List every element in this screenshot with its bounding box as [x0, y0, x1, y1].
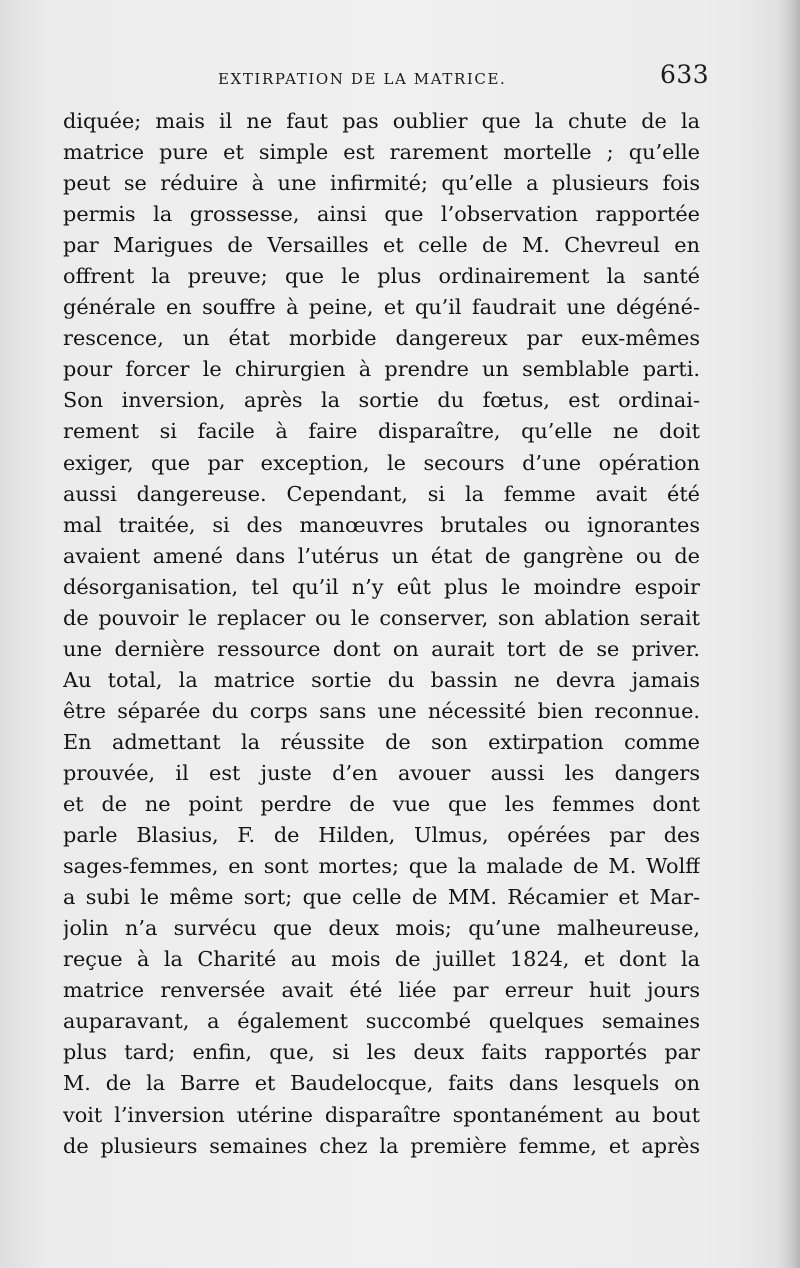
body-text — [63, 106, 700, 1162]
text-line: prouvée, il est juste d’en avouer aussi les dangers — [63, 760, 700, 785]
text-line: de pouvoir le replacer ou le conserver, son ablation serait — [63, 605, 700, 630]
text-line: pour forcer le chirurgien à prendre un semblable parti. — [63, 357, 700, 382]
text-line: générale en souffre à peine, et qu’il faudrait une dégéné- — [63, 295, 700, 320]
text-line: par Marigues de Versailles et celle de M. Chevreul en — [63, 233, 700, 258]
text-line: En admettant la réussite de son extirpation comme — [63, 729, 700, 754]
text-line: et de ne point perdre de vue que les femmes dont — [63, 792, 700, 817]
text-line: permis la grossesse, ainsi que l’observation rapportée — [63, 202, 700, 227]
text-line: aussi dangereuse. Cependant, si la femme avait été — [63, 481, 700, 506]
text-line: de plusieurs semaines chez la première femme, et après — [63, 1133, 700, 1158]
text-line: matrice pure et simple est rarement mortelle ; qu’elle — [63, 140, 700, 165]
text-line: matrice renversée avait été liée par erreur huit jours — [63, 978, 700, 1003]
text-line: sages-femmes, en sont mortes; que la malade de M. Wolff — [63, 854, 700, 879]
text-line: voit l’inversion utérine disparaître spontanément au bout — [63, 1102, 700, 1127]
text-line: parle Blasius, F. de Hilden, Ulmus, opérées par des — [63, 823, 700, 848]
page-edge-shadow — [778, 0, 800, 1268]
text-line: jolin n’a survécu que deux mois; qu’une malheureuse, — [63, 916, 700, 941]
text-line: Au total, la matrice sortie du bassin ne devra jamais — [63, 667, 700, 692]
text-line: mal traitée, si des manœuvres brutales ou ignorantes — [63, 512, 700, 537]
text-line: peut se réduire à une infirmité; qu’elle a plusieurs fois — [63, 171, 700, 196]
text-line: désorganisation, tel qu’il n’y eût plus le moindre espoir — [63, 574, 700, 599]
text-line: avaient amené dans l’utérus un état de gangrène ou de — [63, 543, 700, 568]
text-line: M. de la Barre et Baudelocque, faits dans lesquels on — [63, 1071, 700, 1096]
text-line: auparavant, a également succombé quelques semaines — [63, 1009, 700, 1034]
text-line: Son inversion, après la sortie du fœtus, est ordinai- — [63, 388, 700, 413]
text-line: exiger, que par exception, le secours d’une opération — [63, 450, 700, 475]
page-number: 633 — [660, 60, 710, 89]
text-line: plus tard; enfin, que, si les deux faits rapportés par — [63, 1040, 700, 1065]
text-line: reçue à la Charité au mois de juillet 1824, et dont la — [63, 947, 700, 972]
text-line: offrent la preuve; que le plus ordinairement la santé — [63, 264, 700, 289]
text-line: diquée; mais il ne faut pas oublier que la chute de la — [63, 109, 700, 133]
text-line: a subi le même sort; que celle de MM. Récamier et Mar- — [63, 885, 700, 910]
text-line: rescence, un état morbide dangereux par eux-mêmes — [63, 326, 700, 351]
text-line: être séparée du corps sans une nécessité bien reconnue. — [63, 698, 700, 723]
text-line: une dernière ressource dont on aurait tort de se priver. — [63, 636, 700, 661]
running-head: EXTIRPATION DE LA MATRICE. — [218, 70, 507, 88]
text-line: rement si facile à faire disparaître, qu’elle ne doit — [63, 419, 700, 444]
page-header — [0, 58, 800, 94]
